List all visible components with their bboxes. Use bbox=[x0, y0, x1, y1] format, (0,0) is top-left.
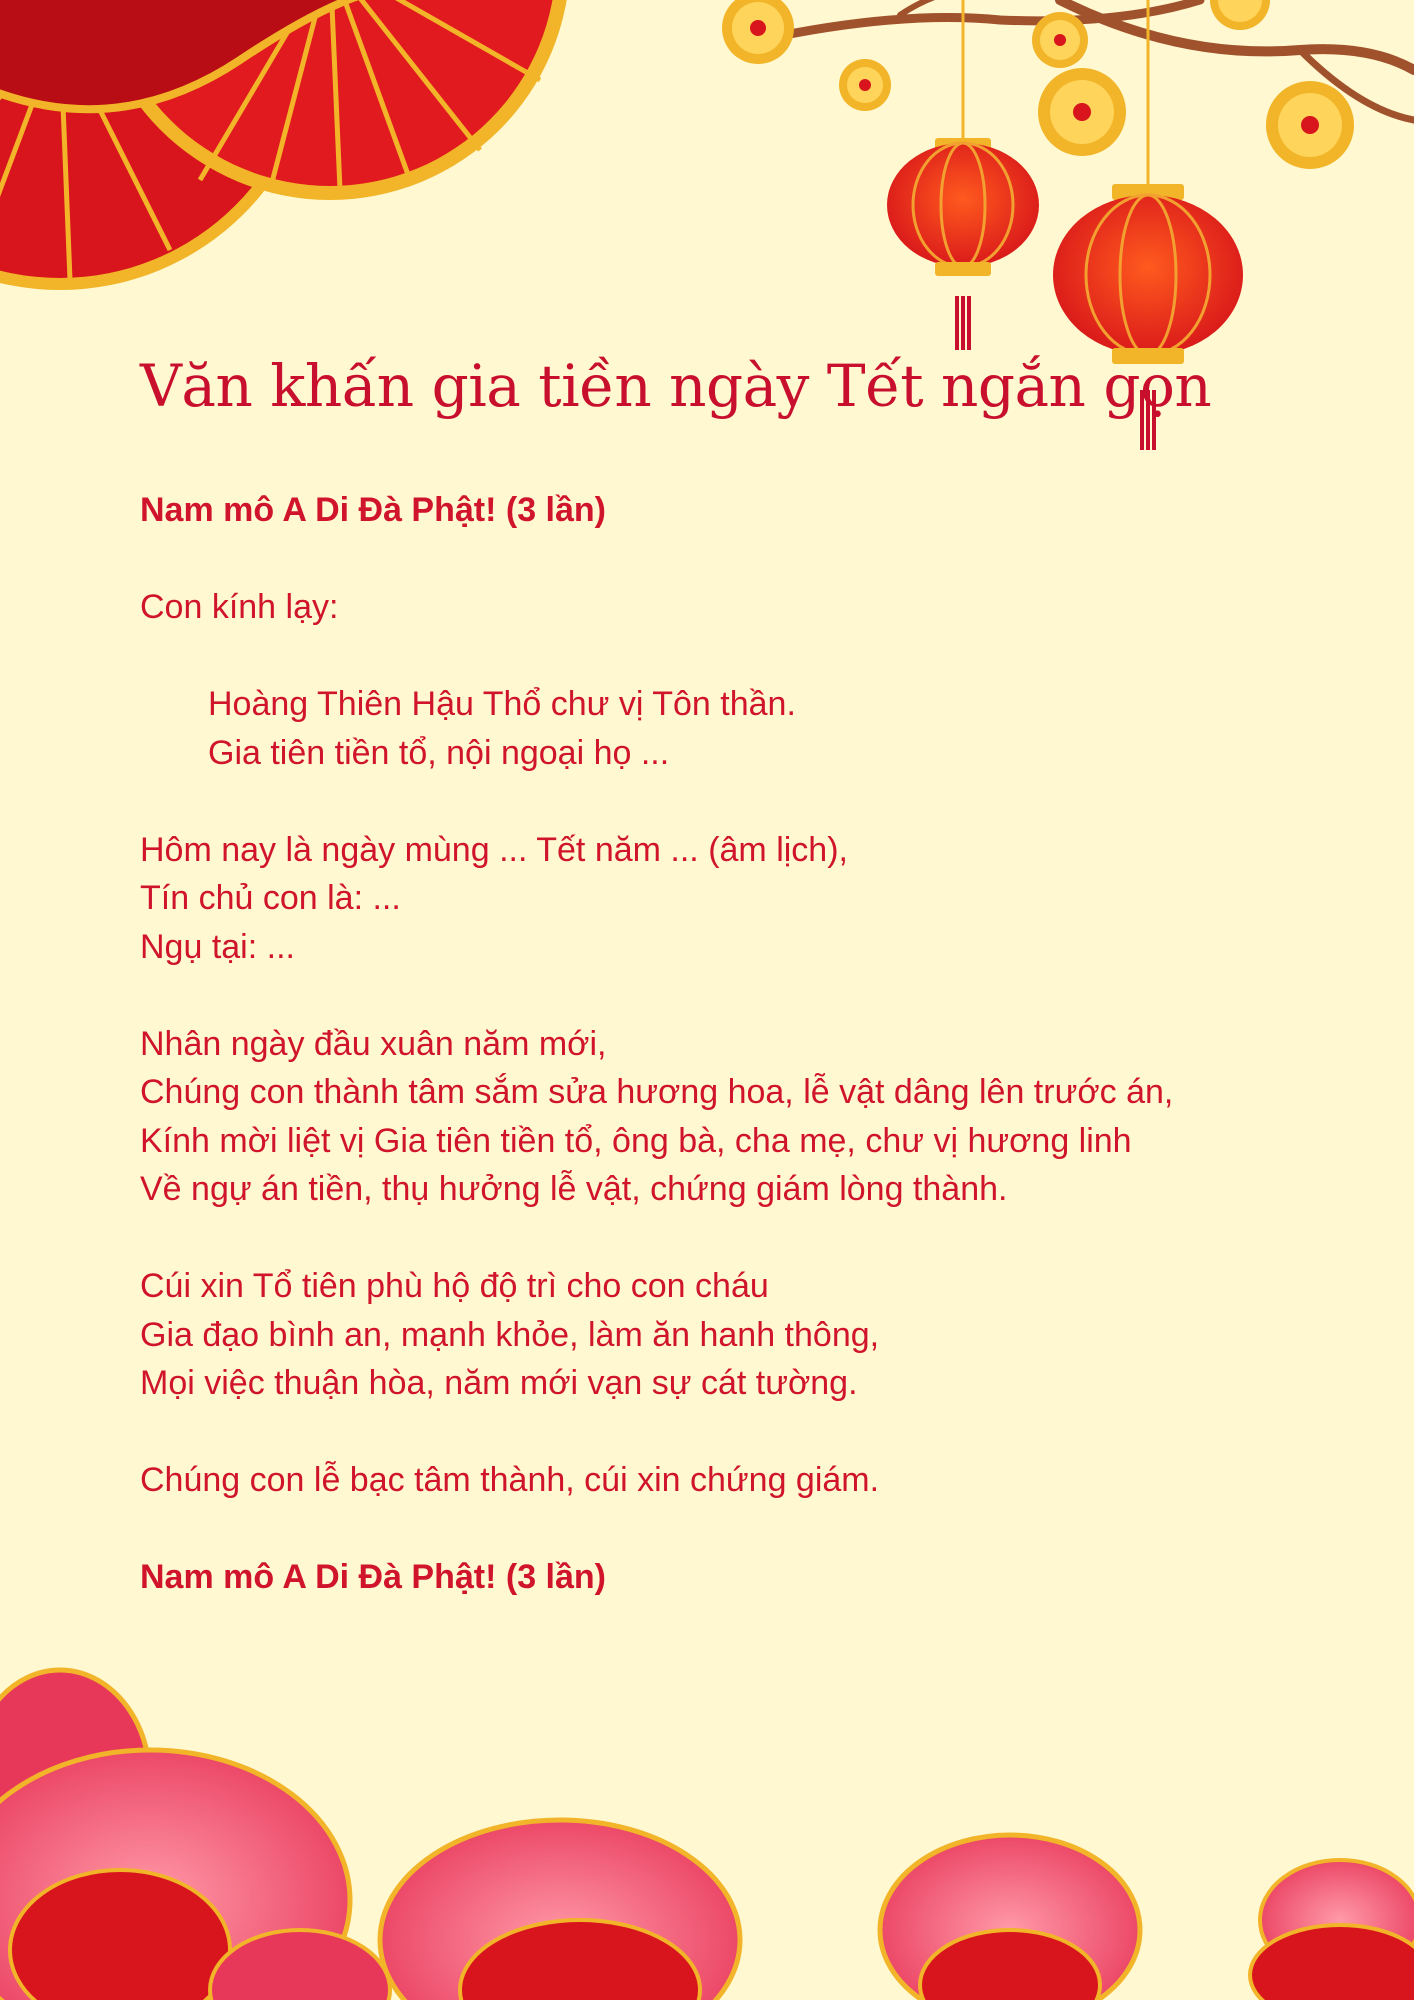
deity-list bbox=[140, 680, 1320, 777]
prayer-body bbox=[140, 486, 1320, 1602]
fan-decoration bbox=[0, 0, 570, 290]
text-line: Chúng con lễ bạc tâm thành, cúi xin chứng giám. bbox=[140, 1461, 880, 1499]
text-line: Về ngự án tiền, thụ hưởng lễ vật, chứng giám lòng thành. bbox=[140, 1170, 1008, 1208]
peony-flowers bbox=[0, 1670, 1414, 2000]
spacer bbox=[140, 1408, 1320, 1457]
text-line: Gia đạo bình an, mạnh khỏe, làm ăn hanh thông, bbox=[140, 1315, 880, 1354]
spacer bbox=[140, 535, 1320, 584]
text-line: Ngụ tại: ... bbox=[140, 927, 295, 966]
spacer bbox=[140, 1214, 1320, 1263]
text-line: Cúi xin Tổ tiên phù hộ độ trì cho con cháu bbox=[140, 1267, 769, 1305]
text-line: Kính mời liệt vị Gia tiên tiền tổ, ông bà, cha mẹ, chư vị hương linh bbox=[140, 1121, 1132, 1160]
list-item: Gia tiên tiền tổ, nội ngoại họ ... bbox=[208, 733, 670, 772]
lantern-small bbox=[887, 0, 1039, 350]
spacer bbox=[140, 1505, 1320, 1554]
closing-chant: Nam mô A Di Đà Phật! (3 lần) bbox=[140, 1558, 606, 1596]
text-line: Chúng con thành tâm sắm sửa hương hoa, lễ vật dâng lên trước án, bbox=[140, 1073, 1174, 1111]
list-item: Hoàng Thiên Hậu Thổ chư vị Tôn thần. bbox=[208, 685, 796, 723]
spacer bbox=[140, 777, 1320, 826]
opening-chant: Nam mô A Di Đà Phật! (3 lần) bbox=[140, 491, 606, 529]
text-line: Tín chủ con là: ... bbox=[140, 879, 401, 917]
greeting: Con kính lạy: bbox=[140, 588, 339, 626]
text-line: Nhân ngày đầu xuân năm mới, bbox=[140, 1024, 607, 1063]
page-title: Văn khấn gia tiền ngày Tết ngắn gọn bbox=[140, 352, 1212, 420]
spacer bbox=[140, 632, 1320, 681]
text-line: Hôm nay là ngày mùng ... Tết năm ... (âm lịch), bbox=[140, 830, 848, 869]
text-line: Mọi việc thuận hòa, năm mới vạn sự cát tường. bbox=[140, 1364, 858, 1402]
spacer bbox=[140, 971, 1320, 1020]
